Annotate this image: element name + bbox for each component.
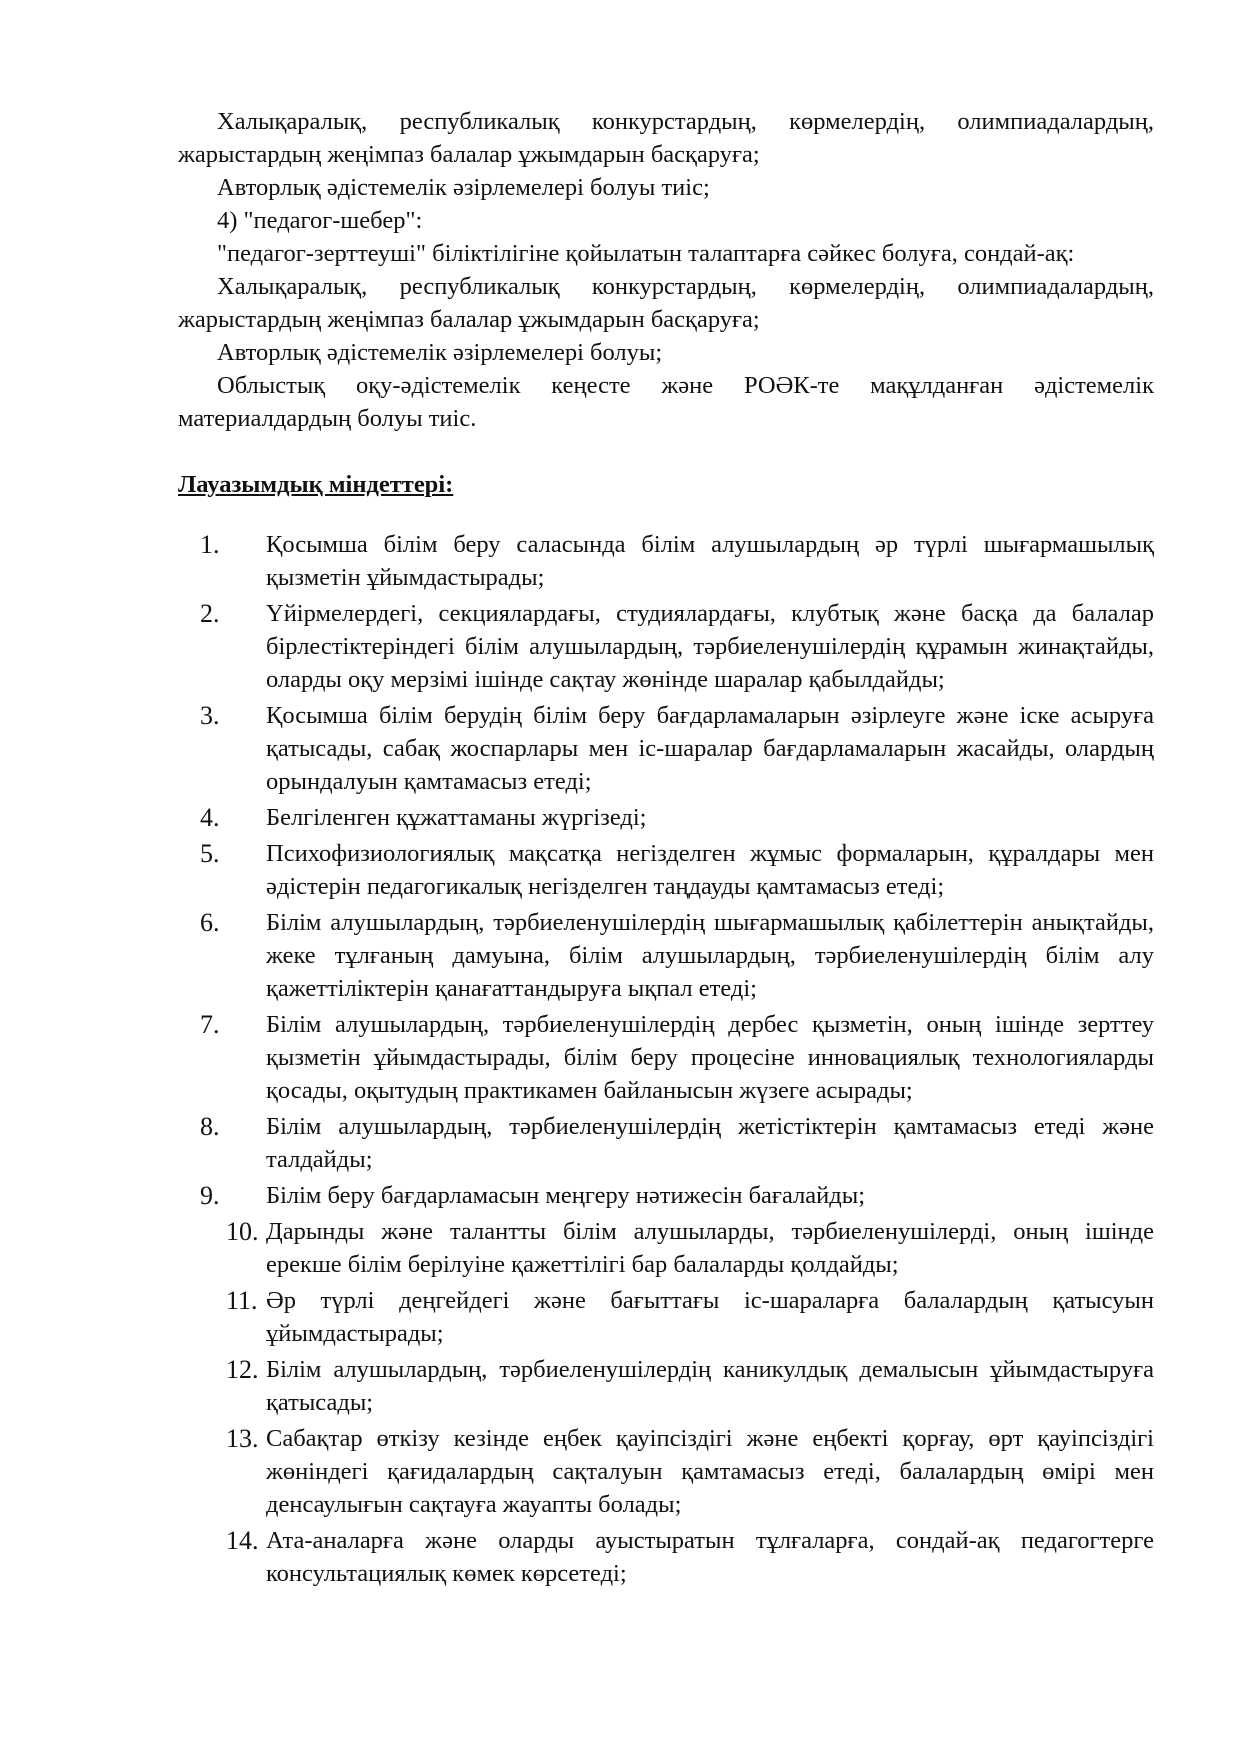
duty-number: 14.	[226, 1526, 259, 1555]
paragraph-researcher-requirements: "педагог-зерттеуші" біліктілігіне қойылатын талаптарға сәйкес болуға, сондай-ақ:	[217, 240, 1075, 267]
duty-number: 12.	[226, 1355, 259, 1384]
duty-number: 2.	[200, 599, 220, 628]
duty-text: Білім алушылардың, тәрбиеленушілердің шығармашылық қабілеттерін анықтайды, жеке тұлғаның дамуына, білім алушылардың, тәрбиеленушілердің білім алу қажеттіліктерін қанағаттандыруға ықпал етеді;	[266, 909, 1154, 1002]
duty-text: Қосымша білім беру саласында білім алушылардың әр түрлі шығармашылық қызметін ұйымдастырады;	[266, 531, 1154, 591]
duty-item	[0, 1215, 1154, 1281]
paragraph-author-methods-2: Авторлық әдістемелік әзірлемелері болуы;	[217, 339, 663, 366]
duty-number: 6.	[200, 908, 220, 937]
duty-number: 5.	[200, 839, 220, 868]
duty-text: Білім алушылардың, тәрбиеленушілердің дербес қызметін, оның ішінде зерттеу қызметін ұйымдастырады, білім беру процесіне инновациялық технологияларды қосады, оқытудың практикамен байланысын жүзеге асырады;	[266, 1011, 1154, 1104]
duty-item	[0, 1179, 1154, 1212]
duty-number: 8.	[200, 1112, 220, 1141]
duty-number: 1.	[200, 530, 220, 559]
paragraph-approved-materials: Облыстық оқу-әдістемелік кеңесте және РОӘК-те мақұлданған әдістемелік материалдардың болуы тиіс.	[178, 372, 1154, 432]
duty-number: 13.	[226, 1424, 259, 1453]
duty-number: 10.	[226, 1217, 259, 1246]
duty-item	[0, 1110, 1154, 1176]
duties-list	[0, 528, 1154, 1593]
paragraph-master-teacher: 4) "педагог-шебер":	[217, 207, 423, 234]
duty-item	[0, 699, 1154, 798]
duty-text: Психофизиологиялық мақсатқа негізделген жұмыс формаларын, құралдары мен әдістерін педагогикалық негізделген таңдауды қамтамасыз етеді;	[266, 840, 1154, 900]
duty-text: Әр түрлі деңгейдегі және бағыттағы іс-шараларға балалардың қатысуын ұйымдастырады;	[266, 1287, 1154, 1347]
paragraph-winners-management-1: Халықаралық, республикалық конкурстардың, көрмелердің, олимпиадалардың, жарыстардың жеңімпаз балалар ұжымдарын басқаруға;	[178, 108, 1154, 168]
paragraph-winners-management-2: Халықаралық, республикалық конкурстардың, көрмелердің, олимпиадалардың, жарыстардың жеңімпаз балалар ұжымдарын басқаруға;	[178, 273, 1154, 333]
duty-number: 4.	[200, 803, 220, 832]
duty-item	[0, 528, 1154, 594]
duty-number: 11.	[226, 1286, 258, 1315]
duty-number: 9.	[200, 1181, 220, 1210]
duty-text: Білім алушылардың, тәрбиеленушілердің каникулдық демалысын ұйымдастыруға қатысады;	[266, 1356, 1154, 1416]
duty-item	[0, 1353, 1154, 1419]
duty-item	[0, 1008, 1154, 1107]
duty-text: Үйірмелердегі, секциялардағы, студиялардағы, клубтық және басқа да балалар бірлестіктеріндегі білім алушылардың, тәрбиеленушілердің құрамын жинақтайды, оларды оқу мерзімі ішінде сақтау жөнінде шаралар қабылдайды;	[266, 600, 1154, 693]
duty-item	[0, 1284, 1154, 1350]
duty-text: Белгіленген құжаттаманы жүргізеді;	[266, 804, 647, 831]
duty-text: Білім беру бағдарламасын меңгеру нәтижесін бағалайды;	[266, 1182, 866, 1209]
duty-text: Ата-аналарға және оларды ауыстыратын тұлғаларға, сондай-ақ педагогтерге консультациялық көмек көрсетеді;	[266, 1527, 1154, 1587]
duty-text: Сабақтар өткізу кезінде еңбек қауіпсіздігі және еңбекті қорғау, өрт қауіпсіздігі жөніндегі қағидалардың сақталуын қамтамасыз етеді, балалардың өмірі мен денсаулығын сақтауға жауапты болады;	[266, 1425, 1154, 1518]
duty-number: 7.	[200, 1010, 220, 1039]
duties-heading: Лауазымдық міндеттері:	[178, 471, 454, 498]
duty-item	[0, 1524, 1154, 1590]
duty-item	[0, 837, 1154, 903]
paragraph-author-methods-1: Авторлық әдістемелік әзірлемелері болуы тиіс;	[217, 174, 710, 201]
duty-text: Дарынды және талантты білім алушыларды, тәрбиеленушілерді, оның ішінде ерекше білім берілуіне қажеттілігі бар балаларды қолдайды;	[266, 1218, 1154, 1278]
duty-item	[0, 1422, 1154, 1521]
duty-number: 3.	[200, 701, 220, 730]
duty-item	[0, 597, 1154, 696]
duty-item	[0, 801, 1154, 834]
duty-text: Білім алушылардың, тәрбиеленушілердің жетістіктерін қамтамасыз етеді және талдайды;	[266, 1113, 1154, 1173]
duty-item	[0, 906, 1154, 1005]
duty-text: Қосымша білім берудің білім беру бағдарламаларын әзірлеуге және іске асыруға қатысады, сабақ жоспарлары мен іс-шаралар бағдарламаларын жасайды, олардың орындалуын қамтамасыз етеді;	[266, 702, 1154, 795]
